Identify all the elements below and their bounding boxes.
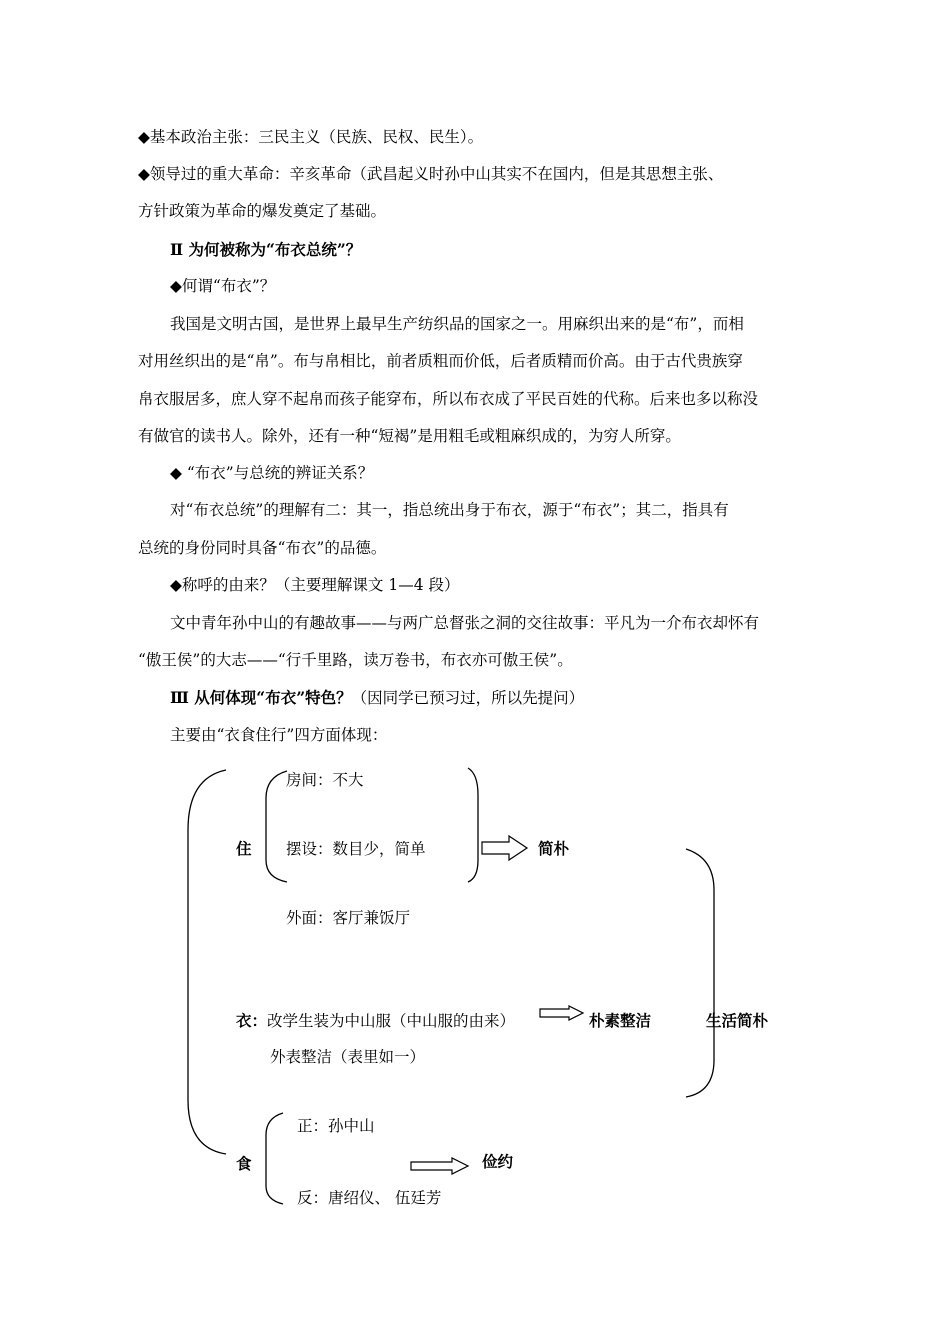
zhu-right-brace xyxy=(468,768,478,882)
para-buyi-line2: 对用丝织出的是“帛”。布与帛相比，前者质粗而价低，后者质精而价高。由于古代贵族穿 xyxy=(138,352,743,370)
yi-label: 衣： xyxy=(236,1011,268,1030)
zhu-item-room: 房间：不大 xyxy=(286,771,364,789)
shi-label: 食 xyxy=(236,1154,252,1173)
yi-result: 朴素整洁 xyxy=(589,1011,652,1030)
yi-item-suit-text: 改学生装为中山服（中山服的由来） xyxy=(267,1012,516,1030)
para-revolution-line2: 方针政策为革命的爆发奠定了基础。 xyxy=(138,202,387,220)
yi-item-suit xyxy=(236,1011,515,1031)
zhu-label: 住 xyxy=(236,839,252,858)
para-political-stance: ◆基本政治主张：三民主义（民族、民权、民生）。 xyxy=(138,128,484,146)
para-revolution-line1: ◆领导过的重大革命：辛亥革命（武昌起义时孙中山其实不在国内，但是其思想主张、 xyxy=(138,165,724,183)
para-story-line2: “傲王侯”的大志——“行千里路，读万卷书，布衣亦可傲王侯”。 xyxy=(138,651,573,669)
para-four-aspects: 主要由“衣食住行”四方面体现： xyxy=(170,726,388,744)
question-dialectic: ◆ “布衣”与总统的辨证关系？ xyxy=(170,464,374,482)
para-story-line1: 文中青年孙中山的有趣故事——与两广总督张之洞的交往故事：平凡为一介布衣却怀有 xyxy=(170,614,760,632)
section-heading-3-note: （因同学已预习过，所以先提问） xyxy=(351,689,585,707)
section-heading-3-title: Ⅲ 从何体现“布衣”特色？ xyxy=(170,688,352,707)
shi-result: 俭约 xyxy=(482,1152,514,1171)
summary-label: 生活简朴 xyxy=(706,1011,769,1030)
para-buyi-line1: 我国是文明古国，是世界上最早生产纺织品的国家之一。用麻织出来的是“布”，而相 xyxy=(170,315,744,333)
section-heading-2: Ⅱ 为何被称为“布衣总统”？ xyxy=(170,240,362,259)
zhu-item-furnishing: 摆设：数目少，简单 xyxy=(286,840,426,858)
shi-arrow xyxy=(411,1158,468,1174)
zhu-item-outside: 外面：客厅兼饭厅 xyxy=(286,909,411,927)
zhu-left-brace xyxy=(266,771,287,882)
shi-left-brace xyxy=(266,1113,283,1204)
yi-item-neat: 外表整洁（表里如一） xyxy=(270,1048,426,1066)
para-understanding-line2: 总统的身份同时具备“布衣”的品德。 xyxy=(138,539,387,557)
shi-item-negative: 反：唐绍仪、 伍廷芳 xyxy=(297,1189,442,1207)
shi-item-positive: 正：孙中山 xyxy=(297,1117,375,1135)
para-buyi-line3: 帛衣服居多，庶人穿不起帛而孩子能穿布，所以布衣成了平民百姓的代称。后来也多以称没 xyxy=(138,390,759,408)
question-what-is-buyi: ◆何谓“布衣”？ xyxy=(170,277,276,295)
zhu-result: 简朴 xyxy=(538,839,570,858)
question-origin: ◆称呼的由来？（主要理解课文 1—4 段） xyxy=(170,576,460,594)
yi-arrow xyxy=(540,1006,583,1020)
para-buyi-line4: 有做官的读书人。除外，还有一种“短褐”是用粗毛或粗麻织成的，为穷人所穿。 xyxy=(138,427,681,445)
zhu-arrow xyxy=(482,836,527,860)
para-understanding-line1: 对“布衣总统”的理解有二：其一，指总统出身于布衣，源于“布衣”；其二，指具有 xyxy=(170,501,729,519)
outer-left-brace xyxy=(188,770,226,1154)
summary-right-brace xyxy=(686,849,714,1097)
